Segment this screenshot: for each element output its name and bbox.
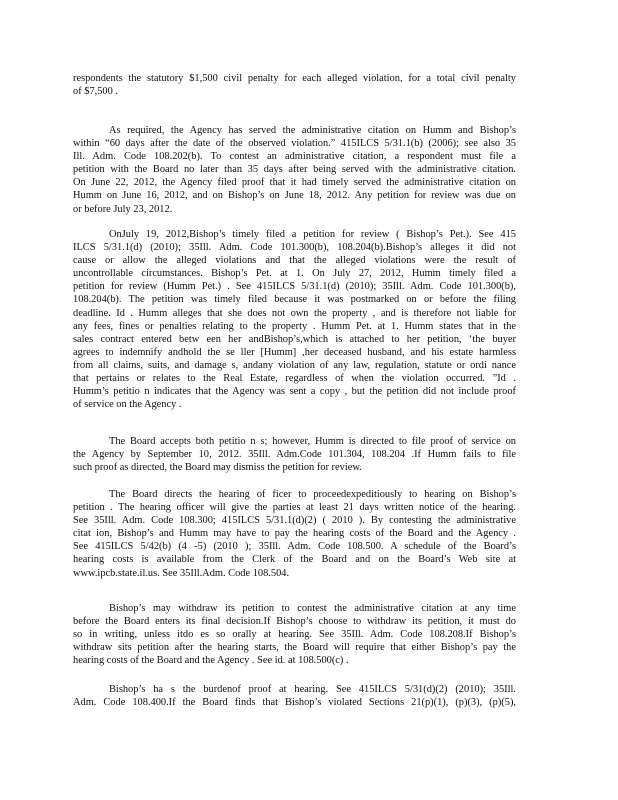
text-line: within “60 days after the date of the observed violation.” 415ILCS 5/31.1(b) (2006); see also 35	[73, 138, 516, 150]
text-line: As required, the Agency has served the administrative citation on Humm and Bishop’s	[109, 125, 516, 136]
text-line: uncontrollable circumstances. Bishop’s Pet. at 1. On July 27, 2012, Humm timely filed a	[73, 268, 516, 280]
text-line: such proof as directed, the Board may dismiss the petition for review.	[73, 462, 362, 474]
text-line: hearing costs of the Board and the Agency . See id. at 108.500(c) .	[73, 655, 349, 667]
paragraph-proof-of-service	[73, 435, 516, 474]
text-line: petition for review (Humm Pet.) . See 415ILCS 5/31.1(d) (2010); 35Ill. Adm. Code 101.300(b),	[73, 281, 516, 293]
paragraph-petitions-filed	[73, 228, 516, 411]
text-line: the Agency by September 10, 2012. 35Ill. Adm.Code 101.304, 108.204 .If Humm fails to file	[73, 449, 516, 461]
paragraph-service-of-citation	[73, 124, 516, 216]
text-line: Bishop’s ha s the burdenof proof at hearing. See 415ILCS 5/31(d)(2) (2010); 35Ill.	[109, 684, 516, 695]
text-line: respondents the statutory $1,500 civil penalty for each alleged violation, for a total civil penalty	[73, 73, 516, 84]
text-line: The Board accepts both petitio n s; however, Humm is directed to file proof of service on	[109, 436, 516, 447]
text-line: Humm on June 16, 2012, and on Bishop’s on June 18, 2012. Any petition for review was due on	[73, 190, 516, 202]
text-line: hearing costs is available from the Clerk of the Board and on the Board’s Web site at	[73, 554, 516, 566]
text-line: petition with the Board no later than 35 days after being served with the administrative citation.	[73, 164, 516, 176]
text-line: petition . The hearing officer will give the parties at least 21 days written notice of the hearing.	[73, 502, 516, 514]
text-line: cause or allow the alleged violations and that the alleged violations were the result of	[73, 255, 516, 267]
text-line: Adm. Code 108.400.If the Board finds that Bishop’s violated Sections 21(p)(1), (p)(3), (p)(5),	[73, 697, 516, 709]
text-line: or before July 23, 2012.	[73, 203, 173, 215]
text-line: so in writing, unless itdo es so orally at hearing. See 35Ill. Adm. Code 108.208.If Bishop’s	[73, 629, 516, 641]
paragraph-penalty-total	[73, 72, 516, 98]
text-line: ILCS 5/31.1(d) (2010); 35Ill. Adm. Code 101.300(b), 108.204(b).Bishop’s alleges it did not	[73, 242, 516, 254]
text-line: OnJuly 19, 2012,Bishop’s timely filed a petition for review ( Bishop’s Pet.). See 415	[109, 229, 516, 240]
paragraph-burden-of-proof	[73, 683, 516, 709]
text-line: Ill. Adm. Code 108.202(b). To contest an administrative citation, a respondent must file a	[73, 151, 516, 163]
text-line: that pertains or relates to the Real Estate, regardless of when the violation occurred. ”Id .	[73, 373, 516, 385]
paragraph-hearing-directions	[73, 488, 516, 580]
text-line: withdraw sits petition after the hearing starts, the Board will require that either Bishop’s pay the	[73, 642, 516, 654]
text-line: before the Board enters its final decision.If Bishop’s choose to withdraw its petition, it must do	[73, 616, 516, 628]
text-line: 108.204(b). The petition was timely filed because it was postmarked on or before the filing	[73, 294, 516, 306]
text-line: The Board directs the hearing of ficer to proceedexpeditiously to hearing on Bishop’s	[109, 489, 516, 500]
text-line: from all claims, suits, and damage s, andany violation of any law, regulation, statute or ordi nance	[73, 359, 516, 371]
text-line: Bishop’s may withdraw its petition to contest the administrative citation at any time	[109, 603, 516, 614]
text-line: agrees to indemnify andhold the se ller [Humm] ,her deceased husband, and his estate harmless	[73, 346, 516, 358]
text-line: On June 22, 2012, the Agency filed proof that it had timely served the administrative citation on	[73, 177, 516, 189]
text-line: See 415ILCS 5/42(b) (4 -5) (2010 ); 35Ill. Adm. Code 108.500. A schedule of the Board’s	[73, 541, 516, 553]
text-line: www.ipcb.state.il.us. See 35Ill.Adm. Code 108.504.	[73, 567, 290, 579]
text-line: See 35Ill. Adm. Code 108.300; 415ILCS 5/31.1(d)(2) ( 2010 ). By contesting the administrative	[73, 515, 516, 527]
text-line: of service on the Agency .	[73, 399, 182, 411]
paragraph-withdrawal	[73, 602, 516, 667]
text-line: any fees, fines or penalties relating to the property . Humm Pet. at 1. Humm states that in the	[73, 320, 516, 332]
text-line: sales contract entered betw een her andBishop’s,which is attached to her petition, ‘the buyer	[73, 333, 516, 345]
text-line: of $7,500 .	[73, 86, 119, 98]
text-line: deadline. Id . Humm alleges that she does not own the property , and is therefore not liable for	[73, 307, 516, 319]
text-line: Humm’s petitio n indicates that the Agency was sent a copy , but the petition did not include proof	[73, 386, 516, 398]
text-line: citat ion, Bishop’s and Humm may have to pay the hearing costs of the Board and the Agency .	[73, 528, 516, 540]
